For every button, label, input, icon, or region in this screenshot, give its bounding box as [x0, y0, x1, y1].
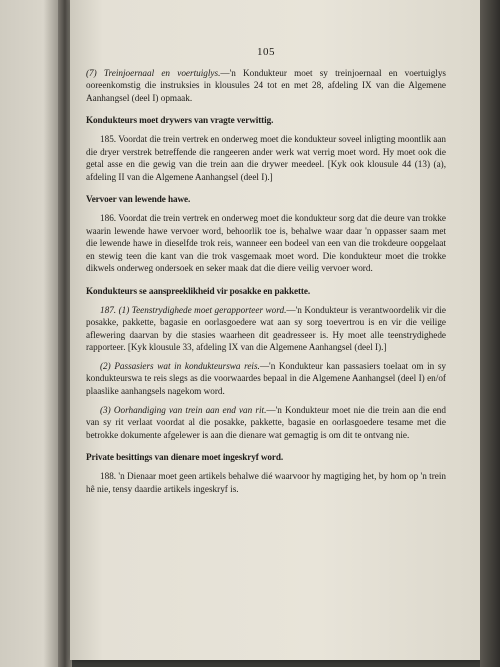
page-number: 105 [257, 46, 275, 58]
section-lewende-hawe [86, 193, 446, 275]
paragraph-text: —'n Kondukteur kan passasiers toelaat om in sy kondukteurswa te reis slegs as die voorwaardes bepaal in die Algemene Aanhangsel (deel I) en/of plaaslike aanhangsels nagekom word. [86, 360, 446, 397]
book-page [70, 0, 480, 660]
paragraph-lead: 187. (1) Teenstrydighede moet gerapporteer word. [100, 304, 287, 315]
paragraph [86, 404, 446, 442]
paragraph [86, 470, 446, 495]
section-drywers [86, 114, 446, 183]
section-heading: Vervoer van lewende hawe. [86, 194, 191, 205]
paragraph-text: —'n Kondukteur moet nie die trein aan die end van sy rit verlaat voordat al die posakke, pakkette, bagasie en oorlasgoedere tesame met die betrokke dokumente afgelewer is aan die dienare wat gemagtig is om dit te ontvang nie. [86, 404, 446, 440]
paragraph [86, 304, 446, 354]
paragraph-text: —'n Kondukteur moet sy treinjoernaal en voertuiglys ooreenkomstig die instruksies in klousules 24 tot en met 28, afdeling IX van die Algemene Aanhangsel (deel I) opmaak. [86, 67, 447, 103]
section-treinjoernaal [86, 67, 446, 105]
paragraph-lead: (7) Treinjoernaal en voertuiglys. [86, 67, 221, 78]
paragraph-text: 188. 'n Dienaar moet geen artikels behalwe dié waarvoor hy magtiging het, by hom op 'n trein hê nie, tensy daardie artikels ingeskryf is. [86, 471, 446, 494]
book-cover-edge [480, 0, 500, 667]
paragraph [86, 133, 446, 183]
facing-page-edge [0, 0, 62, 667]
section-heading: Kondukteurs moet drywers van vragte verwittig. [86, 115, 274, 126]
paragraph [86, 360, 446, 398]
page-content [86, 46, 446, 501]
paragraph-text: —'n Kondukteur is verantwoordelik vir die posakke, pakkette, bagasie en oorlasgoedere wat aan sy sorg toevertrou is en vir die veilige aflewering daarvan by die stasies waarheen dit geadresseer is. Hy moet alle teenstrydighede rapporteer. [Kyk klousule 33, afdeling IX van die Algemene Aanhangsel (deel I).] [86, 304, 447, 353]
paragraph-lead: (3) Oorhandiging van trein aan end van rit. [100, 404, 267, 415]
paragraph-text: 186. Voordat die trein vertrek en onderweg moet die kondukteur sorg dat die deure van trokke waarin lewende hawe vervoer word, behoorlik toe is, behalwe waar daar 'n oppasser saam met die lewende hawe in dieselfde trok reis, wanneer een bodeel van een van die trokdeure oopgelaat en stewig teen die kant van die trok vasgemaak moet word. Die kondukteur moet die trokke dikwels onderweg ondersoek en seker maak dat die diere veilig vervoer word. [86, 212, 446, 274]
paragraph [86, 212, 446, 275]
section-private-besittings [86, 451, 446, 495]
section-posakke [86, 285, 446, 442]
section-heading: Private besittings van dienare moet ingeskryf word. [86, 452, 284, 463]
paragraph-lead: (2) Passasiers wat in kondukteurswa reis. [100, 360, 260, 371]
paragraph-text: 185. Voordat die trein vertrek en onderweg moet die kondukteur soveel inligting moontlik aan die dryer verstrek betreffende die rangeeren ander werk wat verrig moet word. Hy moet ook die getal asse en die gewig van die trein aan die drywer meedeel. [Kyk ook klousule 44 (13) (a), afdeling II van die Algemene Aanhangsel (deel I).] [86, 133, 446, 182]
paragraph [86, 67, 446, 105]
section-heading: Kondukteurs se aanspreeklikheid vir posakke en pakkette. [86, 285, 311, 296]
